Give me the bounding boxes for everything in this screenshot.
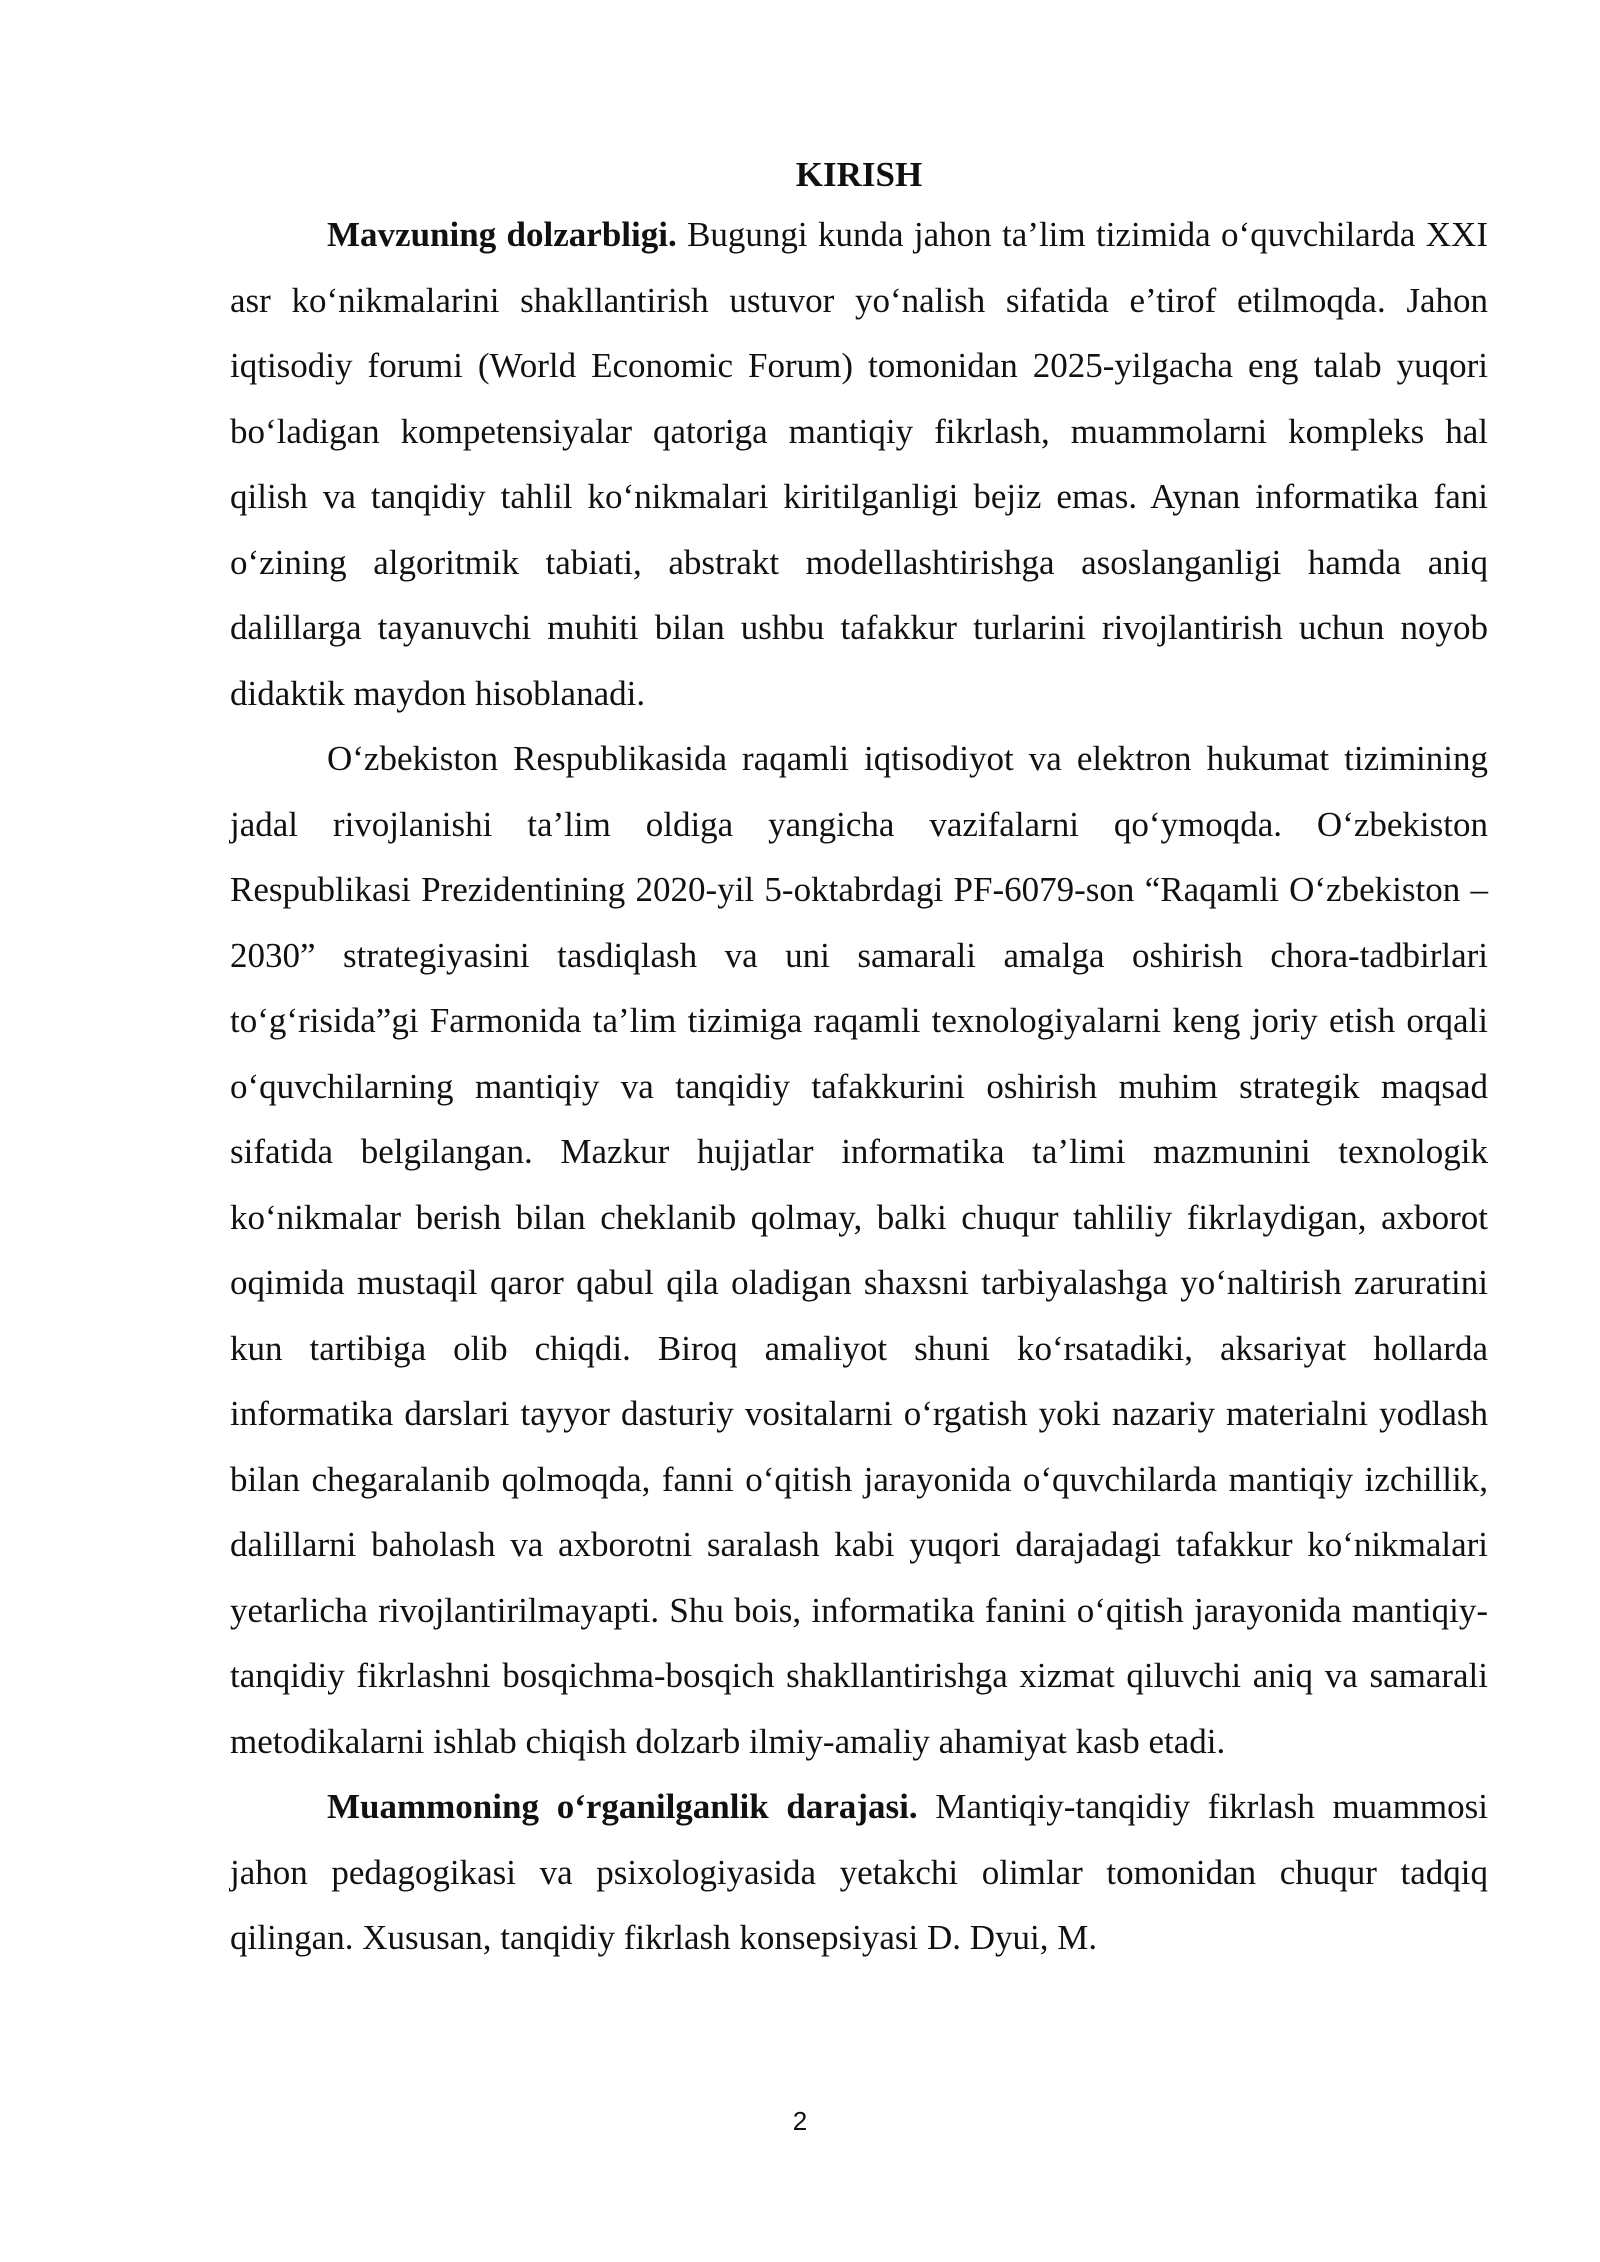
paragraph-relevance	[230, 202, 1488, 726]
page-number: 2	[792, 2106, 808, 2136]
paragraph-lead: Mavzuning dolzarbligi.	[327, 215, 677, 254]
document-body	[230, 148, 1488, 1971]
paragraph-text: Bugungi kunda jahon ta’lim tizimida o‘quvchilarda XXI asr ko‘nikmalarini shakllantirish ustuvor yo‘nalish sifatida e’tirof etilmoqda. Jahon iqtisodiy forumi (World Economic Forum) tomonidan 2025-yilgacha eng talab yuqori bo‘ladigan kompetensiyalar qatoriga mantiqiy fikrlash, muammolarni kompleks hal qilish va tanqidiy tahlil ko‘nikmalari kiritilganligi bejiz emas. Aynan informatika fani o‘zining algoritmik tabiati, abstrakt modellashtirishga asoslanganligi hamda aniq dalillarga tayanuvchi muhiti bilan ushbu tafakkur turlarini rivojlantirish uchun noyob didaktik maydon hisoblanadi.	[230, 215, 1488, 713]
paragraph-text: Mantiqiy-tanqidiy fikrlash muammosi jahon pedagogikasi va psixologiyasida yetakchi olimlar tomonidan chuqur tadqiq qilingan. Xususan, tanqidiy fikrlash konsepsiyasi D. Dyui, M.	[230, 1787, 1488, 1957]
section-heading: KIRISH	[795, 155, 923, 194]
paragraph-text: O‘zbekiston Respublikasida raqamli iqtisodiyot va elektron hukumat tizimining jadal rivojlanishi ta’lim oldiga yangicha vazifalarni qo‘ymoqda. O‘zbekiston Respublikasi Prezidentining 2020-yil 5-oktabrdagi PF-6079-son “Raqamli O‘zbekiston – 2030” strategiyasini tasdiqlash va uni samarali amalga oshirish chora-tadbirlari to‘g‘risida”gi Farmonida ta’lim tizimiga raqamli texnologiyalarni keng joriy etish orqali o‘quvchilarning mantiqiy va tanqidiy tafakkurini oshirish muhim strategik maqsad sifatida belgilangan. Mazkur hujjatlar informatika ta’limi mazmunini texnologik ko‘nikmalar berish bilan cheklanib qolmay, balki chuqur tahliliy fikrlaydigan, axborot oqimida mustaqil qaror qabul qila oladigan shaxsni tarbiyalashga yo‘naltirish zaruratini kun tartibiga olib chiqdi. Biroq amaliyot shuni ko‘rsatadiki, aksariyat hollarda informatika darslari tayyor dasturiy vositalarni o‘rgatish yoki nazariy materialni yodlash bilan chegaralanib qolmoqda, fanni o‘qitish jarayonida o‘quvchilarda mantiqiy izchillik, dalillarni baholash va axborotni saralash kabi yuqori darajadagi tafakkur ko‘nikmalari yetarlicha rivojlantirilmayapti. Shu bois, informatika fanini o‘qitish jarayonida mantiqiy-tanqidiy fikrlashni bosqichma-bosqich shakllantirishga xizmat qiluvchi aniq va samarali metodikalarni ishlab chiqish dolzarb ilmiy-amaliy ahamiyat kasb etadi.	[230, 739, 1488, 1761]
paragraph-lead: Muammoning o‘rganilganlik darajasi.	[327, 1787, 918, 1826]
paragraph-context	[230, 726, 1488, 1774]
paragraph-research-level	[230, 1774, 1488, 1971]
